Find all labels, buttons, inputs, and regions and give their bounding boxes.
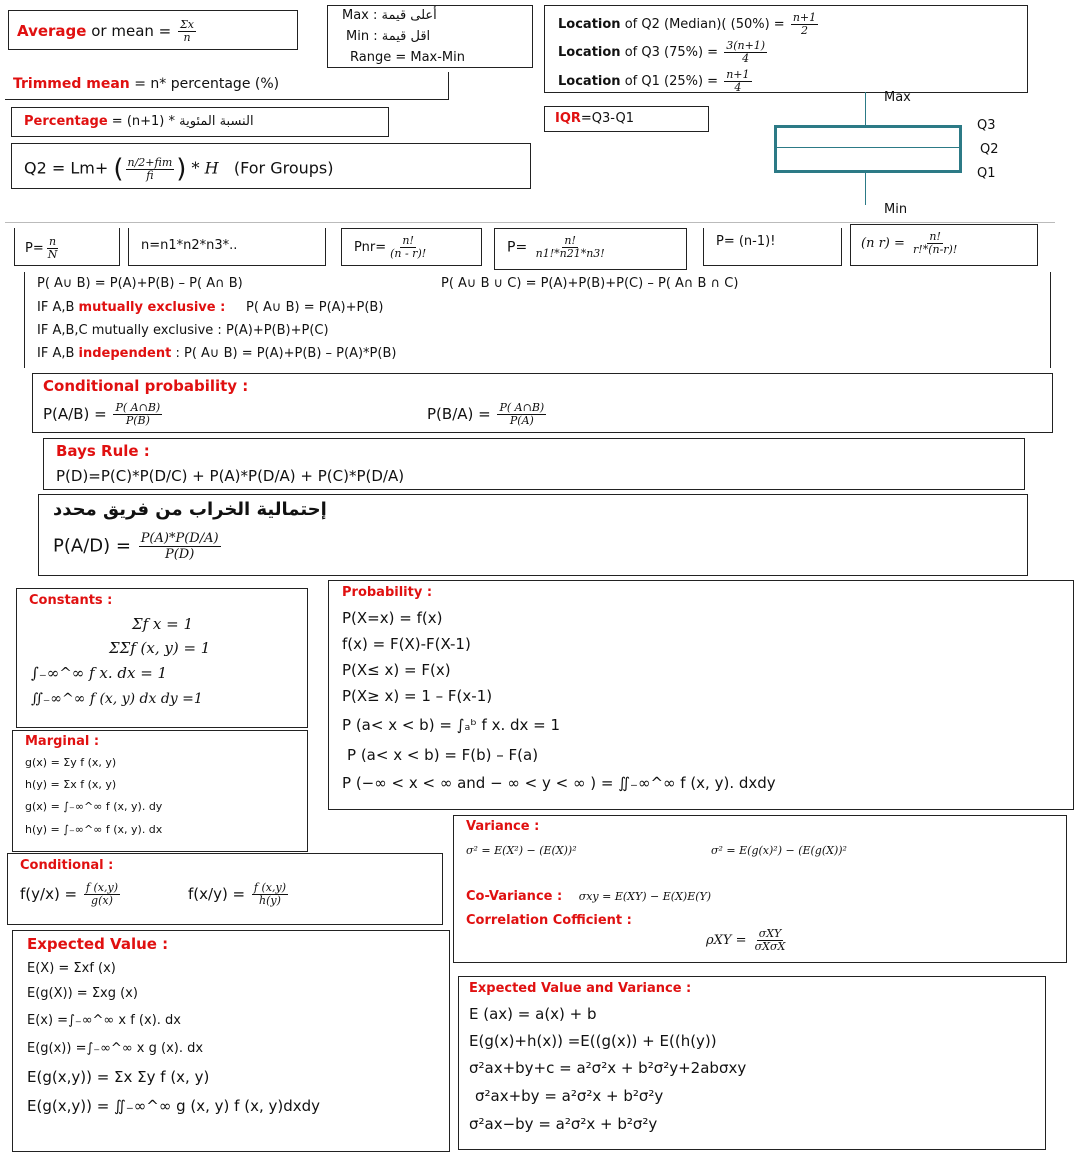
- iqr-formula: [555, 111, 634, 126]
- probability-l7: P (−∞ < x < ∞ and − ∞ < y < ∞ ) = ∬₋∞^∞ f (x, y). dxdy: [342, 774, 776, 792]
- average-box: [8, 10, 298, 50]
- bayes2-den: P(D): [164, 547, 195, 562]
- p-prefix: P=: [25, 241, 44, 256]
- n-prod: n=n1*n2*n3*..: [141, 238, 238, 253]
- probability-box: [328, 580, 1074, 810]
- average-formula: [17, 19, 198, 44]
- average-num: Σx: [180, 18, 194, 31]
- expected-l2: E(g(X)) = Σxg (x): [27, 986, 138, 1001]
- average-label: Average: [17, 22, 87, 40]
- loc-q2-num: n+1: [792, 11, 817, 24]
- variance-v1: σ² = E(X²) − (E(X))²: [466, 844, 577, 857]
- constants-l4: ∬₋∞^∞ f (x, y) dx dy =1: [31, 691, 203, 707]
- bayes2-arabic: إحتمالية الخراب من فريق محدد: [53, 499, 327, 520]
- pnr-formula: [354, 235, 430, 260]
- trimmed-box: [5, 72, 449, 100]
- loc-q1-den: 4: [734, 81, 742, 94]
- loc-q3-num: 3(n+1): [726, 39, 766, 52]
- conditional-r-num: f (x,y): [253, 881, 286, 894]
- conditional-box: [7, 853, 443, 925]
- corr-formula: [706, 928, 789, 953]
- average-rest: or mean =: [86, 22, 172, 40]
- comb-prefix: (n r) =: [861, 236, 905, 251]
- marginal-box: [12, 730, 308, 852]
- trimmed-label: Trimmed mean: [13, 76, 130, 92]
- cond-left-num: P( A∩B): [115, 401, 161, 414]
- indep-prefix: IF A,B: [37, 346, 79, 361]
- median-line: [777, 147, 959, 148]
- probability-l6: P (a< x < b) = F(b) – F(a): [347, 746, 539, 764]
- mutex-rest: P( A∪ B) = P(A)+P(B): [246, 300, 384, 315]
- percentage-box: [11, 107, 389, 137]
- probability-l4: P(X≥ x) = 1 – F(x-1): [342, 687, 493, 705]
- pnr-box: [341, 228, 482, 266]
- conditional-l-prefix: f(y/x) =: [20, 885, 78, 903]
- p-box: [14, 228, 120, 266]
- indep-rest: : P( A∪ B) = P(A)+P(B) – P(A)*P(B): [171, 346, 397, 361]
- trimmed-rest: = n* percentage (%): [129, 76, 280, 92]
- cov-label: Co-Variance :: [466, 889, 563, 904]
- cond-left: [43, 402, 164, 427]
- conditional-title: Conditional :: [20, 858, 114, 873]
- bayes2-prefix: P(A/D) =: [53, 535, 131, 557]
- indep-label: independent: [78, 346, 172, 361]
- corr-label: Correlation Cofficient :: [466, 913, 632, 928]
- bayes-title: Bays Rule :: [56, 442, 150, 460]
- box-plot: [760, 90, 1020, 220]
- mutex-line: [37, 300, 383, 315]
- marginal-l2: h(y) = Σx f (x, y): [25, 778, 117, 791]
- box-q2-label: Q2: [980, 142, 999, 157]
- constants-l3: ∫₋∞^∞ f x. dx = 1: [31, 664, 168, 682]
- bayes2-box: [38, 494, 1028, 576]
- whisker-top: [865, 92, 866, 126]
- loc-q1-num: n+1: [726, 68, 750, 81]
- marginal-l1: g(x) = Σy f (x, y): [25, 756, 117, 769]
- corr-prefix: ρXY =: [706, 933, 747, 948]
- corr-den: σXσX: [754, 940, 786, 953]
- constants-box: [16, 588, 308, 728]
- q2-den: fi: [146, 168, 154, 182]
- box-q1-label: Q1: [977, 166, 996, 181]
- min-line: Min : اقل قيمة: [346, 29, 431, 44]
- conditional-r-prefix: f(x/y) =: [188, 885, 246, 903]
- expected-l4: E(g(x)) =∫₋∞^∞ x g (x). dx: [27, 1041, 204, 1056]
- conditional-r-den: h(y): [259, 894, 281, 907]
- union3: P( A∪ B ∪ C) = P(A)+P(B)+P(C) – P( A∩ B ∩ C): [441, 276, 739, 291]
- iqr-label: IQR: [555, 111, 581, 126]
- location-box: [544, 5, 1028, 93]
- bayes2-formula: [53, 531, 223, 562]
- loc-q2-rest: of Q2 (Median)( (50%) =: [620, 17, 785, 32]
- mutex3: IF A,B,C mutually exclusive : P(A)+P(B)+P(C): [37, 323, 329, 338]
- marginal-title: Marginal :: [25, 734, 100, 749]
- loc-q2-line: [558, 12, 820, 37]
- corr-num: σXY: [758, 927, 782, 940]
- box-body: [774, 125, 962, 173]
- loc-q2-den: 2: [800, 24, 808, 37]
- indep-line: [37, 346, 396, 361]
- conditional-right: [188, 882, 290, 907]
- constants-l2: ΣΣf (x, y) = 1: [109, 639, 211, 657]
- max-line: Max : أعلى قيمة: [342, 8, 437, 23]
- p-circ: P= (n-1)!: [716, 234, 776, 249]
- cond-right: [427, 402, 548, 427]
- q2-note: (For Groups): [233, 158, 334, 178]
- bayes2-num: P(A)*P(D/A): [140, 531, 219, 546]
- q2-num: n/2+fim: [127, 155, 173, 169]
- comb-num: n!: [929, 230, 941, 243]
- loc-q2-label: Location: [558, 17, 621, 32]
- p-multi-den: n1!*n21*n3!: [535, 247, 605, 260]
- trimmed-formula: [13, 76, 279, 92]
- ev-var-l5: σ²ax−by = a²σ²x + b²σ²y: [469, 1115, 658, 1133]
- pnr-prefix: Pnr=: [354, 240, 387, 255]
- p-num: n: [49, 235, 57, 248]
- box-q3-label: Q3: [977, 118, 996, 133]
- loc-q3-label: Location: [558, 45, 621, 60]
- cond-right-prefix: P(B/A) =: [427, 405, 491, 423]
- p-multi-box: [494, 228, 687, 270]
- probability-l5: P (a< x < b) = ∫ₐᵇ f x. dx = 1: [342, 716, 561, 734]
- ev-var-box: [458, 976, 1046, 1150]
- expected-box: [12, 930, 450, 1152]
- comb-formula: [861, 231, 961, 256]
- variance-box: [453, 815, 1067, 963]
- box-min-label: Min: [884, 202, 908, 217]
- mutex-label: mutually exclusive :: [78, 300, 226, 315]
- p-circ-box: [703, 228, 842, 266]
- loc-q1-label: Location: [558, 74, 621, 89]
- loc-q1-rest: of Q1 (25%) =: [620, 74, 719, 89]
- expected-l3: E(x) =∫₋∞^∞ x f (x). dx: [27, 1013, 181, 1028]
- p-den: N: [47, 248, 58, 261]
- range-box: [327, 5, 533, 68]
- cond-prob-box: [32, 373, 1053, 433]
- variance-title: Variance :: [466, 819, 540, 834]
- ev-var-title: Expected Value and Variance :: [469, 981, 692, 996]
- constants-l1: Σf x = 1: [132, 615, 194, 633]
- bayes-formula: P(D)=P(C)*P(D/C) + P(A)*P(D/A) + P(C)*P(D/A): [56, 467, 405, 485]
- ev-var-l4: σ²ax+by = a²σ²x + b²σ²y: [475, 1087, 664, 1105]
- marginal-l4: h(y) = ∫₋∞^∞ f (x, y). dx: [25, 823, 163, 836]
- ev-var-l2: E(g(x)+h(x)) =E((g(x)) + E((h(y)): [469, 1032, 717, 1050]
- cov-formula: σxy = E(XY) − E(X)E(Y): [578, 890, 712, 903]
- divider: [5, 222, 1055, 223]
- expected-l1: E(X) = Σxf (x): [27, 961, 116, 976]
- expected-title: Expected Value :: [27, 935, 169, 953]
- percentage-label: Percentage: [24, 114, 108, 129]
- expected-l5: E(g(x,y)) = Σx Σy f (x, y): [27, 1068, 210, 1086]
- probability-l2: f(x) = F(X)-F(X-1): [342, 635, 471, 653]
- constants-title: Constants :: [29, 593, 113, 608]
- comb-den: r!*(n-r)!: [913, 243, 958, 256]
- probability-l1: P(X=x) = f(x): [342, 609, 443, 627]
- q2-suffix: * H: [191, 158, 219, 178]
- covariance-line: [466, 889, 711, 904]
- iqr-box: [544, 106, 709, 132]
- whisker-bottom: [865, 173, 866, 205]
- q2-groups-formula: Q2 = Lm+ ( $\frac{\text{n/2+fim}}{fi}$ ) * H (For Groups): [24, 154, 334, 184]
- q2-groups-box: [11, 143, 531, 189]
- pnr-den: (n - r)!: [390, 247, 427, 260]
- bayes-box: [43, 438, 1025, 490]
- marginal-l3: g(x) = ∫₋∞^∞ f (x, y). dy: [25, 800, 163, 813]
- cond-left-prefix: P(A/B) =: [43, 405, 107, 423]
- p-multi-prefix: P=: [507, 239, 528, 256]
- n-prod-box: [128, 228, 326, 266]
- comb-box: [850, 224, 1038, 266]
- p-multi-formula: [507, 235, 609, 260]
- union2: P( A∪ B) = P(A)+P(B) – P( A∩ B): [37, 276, 243, 291]
- average-den: n: [183, 31, 191, 44]
- cond-prob-title: Conditional probability :: [43, 377, 249, 395]
- pnr-num: n!: [402, 234, 414, 247]
- mutex-prefix: IF A,B: [37, 300, 79, 315]
- p-multi-num: n!: [564, 234, 576, 247]
- cond-right-den: P(A): [509, 414, 534, 427]
- loc-q3-den: 4: [742, 52, 750, 65]
- iqr-rest: =Q3-Q1: [580, 111, 634, 126]
- loc-q3-line: [558, 40, 769, 65]
- percentage-rest: = (n+1) * النسبة المئوية: [107, 114, 254, 129]
- cond-left-den: P(B): [125, 414, 150, 427]
- variance-v2: σ² = E(g(x)²) − (E(g(X))²: [711, 844, 847, 857]
- ev-var-l1: E (ax) = a(x) + b: [469, 1005, 597, 1023]
- percentage-formula: [24, 114, 254, 129]
- loc-q3-rest: of Q3 (75%) =: [620, 45, 719, 60]
- range-line: Range = Max-Min: [350, 50, 465, 65]
- conditional-l-num: f (x,y): [85, 881, 118, 894]
- ev-var-l3: σ²ax+by+c = a²σ²x + b²σ²y+2abσxy: [469, 1059, 747, 1077]
- conditional-l-den: g(x): [91, 894, 113, 907]
- expected-l6: E(g(x,y)) = ∬₋∞^∞ g (x, y) f (x, y)dxdy: [27, 1097, 321, 1115]
- p-formula: [25, 236, 61, 261]
- q2-prefix: Q2 = Lm+: [24, 158, 109, 178]
- probability-l3: P(X≤ x) = F(x): [342, 661, 451, 679]
- cond-right-num: P( A∩B): [499, 401, 545, 414]
- probability-title: Probability :: [342, 585, 433, 600]
- rules-box: [24, 272, 1051, 368]
- conditional-left: [20, 882, 122, 907]
- box-max-label: Max: [884, 90, 911, 105]
- loc-q1-line: [558, 69, 754, 94]
